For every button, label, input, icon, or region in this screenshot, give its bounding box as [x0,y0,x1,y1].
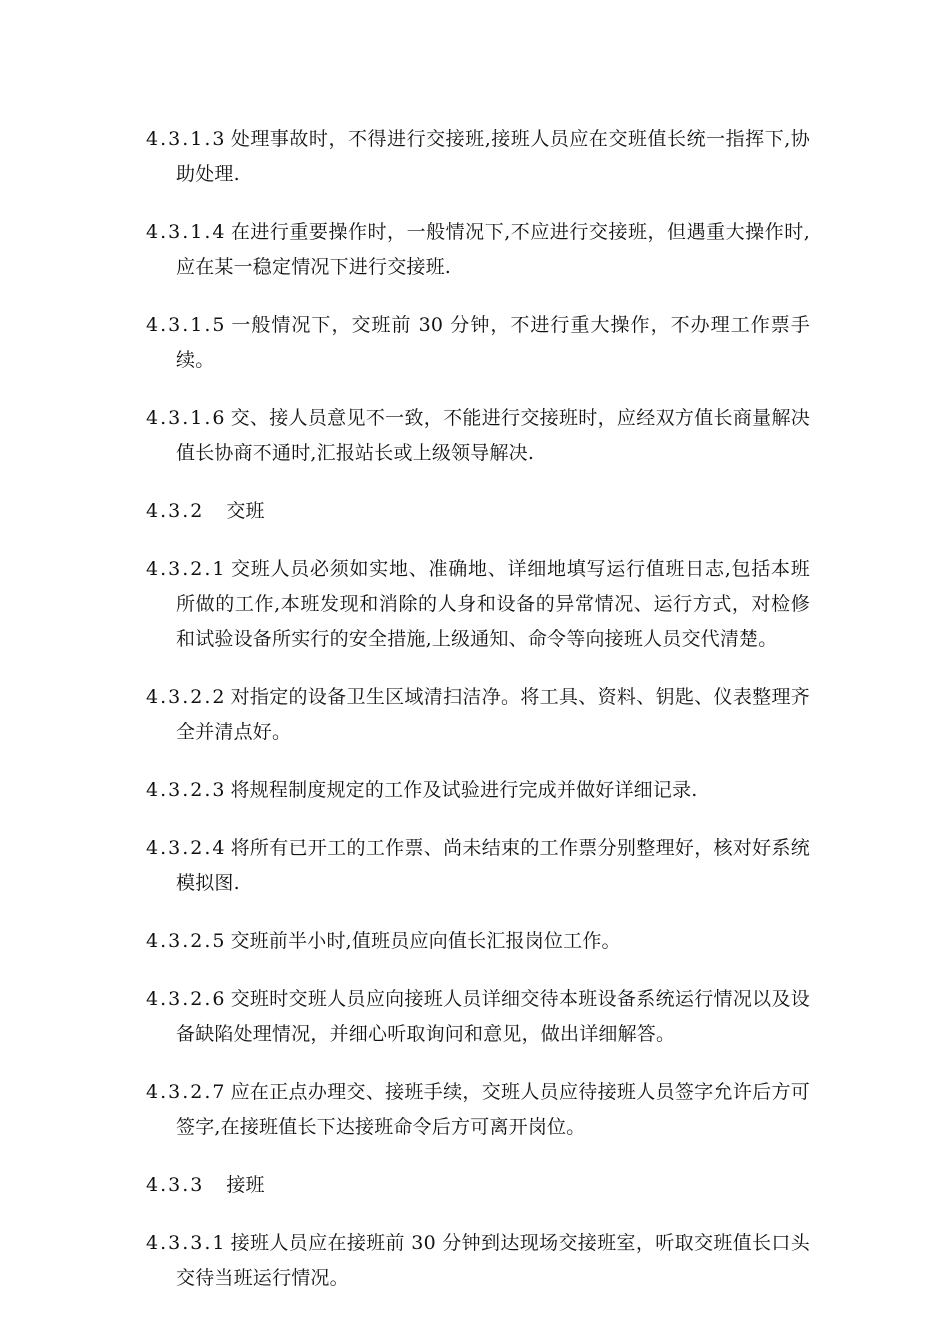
clause-text: 在进行重要操作时，一般情况下,不应进行交接班，但遇重大操作时,应在某一稳定情况下进行交接班. [176,221,810,278]
clause-text: 处理事故时，不得进行交接班,接班人员应在交班值长统一指挥下,协助处理. [176,128,810,185]
clause-paragraph [146,1226,810,1296]
clause-paragraph [146,1075,810,1145]
clause-number: 4.3.3 [146,1174,205,1196]
clause-text: 交、接人员意见不一致，不能进行交接班时，应经双方值长商量解决值长协商不通时,汇报站长或上级领导解决. [176,407,810,464]
clause-number: 4.3.2.1 [146,558,227,580]
clause-paragraph [146,982,810,1052]
clause-number: 4.3.3.1 [146,1232,227,1254]
clause-paragraph [146,122,810,192]
clause-paragraph [146,831,810,901]
clause-number: 4.3.2.6 [146,988,227,1010]
clause-paragraph [146,308,810,378]
clause-number: 4.3.2.3 [146,779,227,801]
clause-text: 一般情况下，交班前 30 分钟，不进行重大操作，不办理工作票手续。 [176,314,810,371]
clause-number: 4.3.2.2 [146,686,227,708]
clause-text: 接班人员应在接班前 30 分钟到达现场交接班室，听取交班值长口头交待当班运行情况。 [176,1232,810,1289]
clause-number: 4.3.1.6 [146,407,227,429]
clause-number: 4.3.2 [146,500,205,522]
clause-text: 交班 [226,500,265,522]
clause-paragraph [146,773,810,808]
clause-paragraph [146,552,810,657]
clause-number: 4.3.2.5 [146,930,227,952]
clause-text: 将规程制度规定的工作及试验进行完成并做好详细记录. [230,779,698,801]
document-body [146,122,810,1319]
clause-text: 应在正点办理交、接班手续，交班人员应待接班人员签字允许后方可签字,在接班值长下达接班命令后方可离开岗位。 [176,1081,810,1138]
clause-paragraph [146,924,810,959]
clause-paragraph [146,215,810,285]
section-heading [146,494,810,529]
clause-text: 交班前半小时,值班员应向值长汇报岗位工作。 [230,930,621,952]
clause-text: 接班 [226,1174,265,1196]
clause-paragraph [146,401,810,471]
clause-number: 4.3.1.5 [146,314,227,336]
clause-text: 交班时交班人员应向接班人员详细交待本班设备系统运行情况以及设备缺陷处理情况，并细心听取询问和意见，做出详细解答。 [176,988,810,1045]
clause-number: 4.3.2.7 [146,1081,227,1103]
clause-number: 4.3.1.4 [146,221,227,243]
clause-text: 将所有已开工的工作票、尚未结束的工作票分别整理好，核对好系统模拟图. [176,837,810,894]
clause-paragraph [146,680,810,750]
clause-text: 交班人员必须如实地、准确地、详细地填写运行值班日志,包括本班所做的工作,本班发现和消除的人身和设备的异常情况、运行方式，对检修和试验设备所实行的安全措施,上级通知、命令等向接班人员交代清楚。 [176,558,810,650]
clause-number: 4.3.2.4 [146,837,227,859]
clause-text: 对指定的设备卫生区域清扫洁净。将工具、资料、钥匙、仪表整理齐全并清点好。 [176,686,810,743]
clause-number: 4.3.1.3 [146,128,227,150]
section-heading [146,1168,810,1203]
